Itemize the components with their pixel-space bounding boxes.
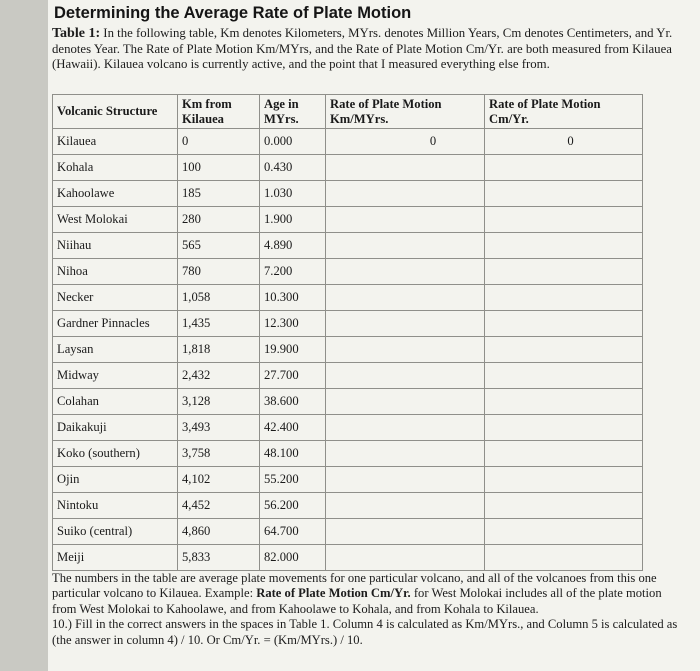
km-from-kilauea-cell: 1,058 xyxy=(178,285,260,311)
table-row xyxy=(53,545,643,571)
km-from-kilauea-cell: 3,493 xyxy=(178,415,260,441)
rate-cm-yr-cell[interactable] xyxy=(485,155,643,181)
header-volcanic-structure: Volcanic Structure xyxy=(53,95,178,129)
table-row xyxy=(53,519,643,545)
rate-km-myrs-cell[interactable] xyxy=(326,493,485,519)
header-rate-km-myrs: Rate of Plate Motion Km/MYrs. xyxy=(326,95,485,129)
rate-cm-yr-cell[interactable] xyxy=(485,545,643,571)
rate-cm-yr-cell[interactable] xyxy=(485,337,643,363)
age-myrs-cell: 48.100 xyxy=(260,441,326,467)
explanation-text-end: for West Molokai includes all of the plate motion from West Molokai to Kahoolawe, and from Kahoolawe to Kohala, and from Kohala to Kilauea. xyxy=(52,586,662,616)
age-myrs-cell: 64.700 xyxy=(260,519,326,545)
rate-cm-yr-cell[interactable] xyxy=(485,441,643,467)
rate-cm-yr-cell[interactable] xyxy=(485,207,643,233)
volcano-name-cell: Meiji xyxy=(53,545,178,571)
rate-km-myrs-cell[interactable] xyxy=(326,233,485,259)
explanation-bold-term: Rate of Plate Motion Cm/Yr. xyxy=(256,586,411,601)
table-row xyxy=(53,233,643,259)
plate-motion-table xyxy=(52,94,643,571)
km-from-kilauea-cell: 565 xyxy=(178,233,260,259)
table-row xyxy=(53,389,643,415)
volcano-name-cell: Colahan xyxy=(53,389,178,415)
rate-cm-yr-cell[interactable]: 0 xyxy=(485,129,643,155)
table-label: Table 1: xyxy=(52,26,101,41)
volcano-name-cell: Kohala xyxy=(53,155,178,181)
rate-cm-yr-cell[interactable] xyxy=(485,389,643,415)
rate-km-myrs-cell[interactable] xyxy=(326,311,485,337)
document-title: Determining the Average Rate of Plate Motion xyxy=(54,4,412,22)
km-from-kilauea-cell: 100 xyxy=(178,155,260,181)
rate-km-myrs-cell[interactable] xyxy=(326,181,485,207)
rate-cm-yr-cell[interactable] xyxy=(485,233,643,259)
age-myrs-cell: 0.430 xyxy=(260,155,326,181)
intro-text: In the following table, Km denotes Kilometers, MYrs. denotes Million Years, Cm denotes Centimeters, and Yr. denotes Year. The Rate of Plate Motion Km/MYrs, and the Rate of Plate Motion Cm/Yr. are both measured from Kilauea (Hawaii). Kilauea volcano is currently active, and the point that I measured everything else from. xyxy=(52,26,673,71)
table-intro xyxy=(52,26,692,73)
footer-text xyxy=(48,571,680,648)
age-myrs-cell: 12.300 xyxy=(260,311,326,337)
volcano-name-cell: Nintoku xyxy=(53,493,178,519)
age-myrs-cell: 19.900 xyxy=(260,337,326,363)
question-10-instructions: 10.) Fill in the correct answers in the spaces in Table 1. Column 4 is calculated as Km/MYrs., and Column 5 is calculated as (the answer in column 4) / 10. Or Cm/Yr. = (Km/MYrs.) / 10. xyxy=(52,617,678,647)
volcano-name-cell: Midway xyxy=(53,363,178,389)
age-myrs-cell: 1.030 xyxy=(260,181,326,207)
age-myrs-cell: 38.600 xyxy=(260,389,326,415)
header-rate-cm-yr: Rate of Plate Motion Cm/Yr. xyxy=(485,95,643,129)
rate-cm-yr-cell[interactable] xyxy=(485,415,643,441)
rate-km-myrs-cell[interactable] xyxy=(326,155,485,181)
table-row xyxy=(53,207,643,233)
table-row xyxy=(53,363,643,389)
explanation-text-start: The numbers in the table are average plate movements for one particular volcano, and all of the volcanoes from this one particular volcano to Kilauea. Example: xyxy=(52,571,657,601)
rate-cm-yr-cell[interactable] xyxy=(485,181,643,207)
volcano-name-cell: Suiko (central) xyxy=(53,519,178,545)
rate-km-myrs-cell[interactable] xyxy=(326,441,485,467)
km-from-kilauea-cell: 3,758 xyxy=(178,441,260,467)
rate-km-myrs-cell[interactable] xyxy=(326,467,485,493)
volcano-name-cell: Ojin xyxy=(53,467,178,493)
rate-cm-yr-cell[interactable] xyxy=(485,285,643,311)
rate-cm-yr-cell[interactable] xyxy=(485,519,643,545)
rate-km-myrs-cell[interactable] xyxy=(326,207,485,233)
age-myrs-cell: 7.200 xyxy=(260,259,326,285)
volcano-name-cell: Kilauea xyxy=(53,129,178,155)
volcano-name-cell: Koko (southern) xyxy=(53,441,178,467)
age-myrs-cell: 1.900 xyxy=(260,207,326,233)
km-from-kilauea-cell: 280 xyxy=(178,207,260,233)
rate-cm-yr-cell[interactable] xyxy=(485,493,643,519)
km-from-kilauea-cell: 2,432 xyxy=(178,363,260,389)
volcano-name-cell: West Molokai xyxy=(53,207,178,233)
table-row xyxy=(53,415,643,441)
age-myrs-cell: 0.000 xyxy=(260,129,326,155)
header-age-myrs: Age in MYrs. xyxy=(260,95,326,129)
rate-km-myrs-cell[interactable] xyxy=(326,337,485,363)
rate-km-myrs-cell[interactable] xyxy=(326,415,485,441)
table-row xyxy=(53,493,643,519)
volcano-name-cell: Kahoolawe xyxy=(53,181,178,207)
age-myrs-cell: 10.300 xyxy=(260,285,326,311)
rate-cm-yr-cell[interactable] xyxy=(485,259,643,285)
rate-km-myrs-cell[interactable] xyxy=(326,519,485,545)
rate-km-myrs-cell[interactable] xyxy=(326,363,485,389)
volcano-name-cell: Niihau xyxy=(53,233,178,259)
km-from-kilauea-cell: 4,452 xyxy=(178,493,260,519)
rate-cm-yr-cell[interactable] xyxy=(485,363,643,389)
km-from-kilauea-cell: 1,818 xyxy=(178,337,260,363)
table-row xyxy=(53,337,643,363)
volcano-name-cell: Laysan xyxy=(53,337,178,363)
age-myrs-cell: 56.200 xyxy=(260,493,326,519)
km-from-kilauea-cell: 1,435 xyxy=(178,311,260,337)
km-from-kilauea-cell: 3,128 xyxy=(178,389,260,415)
table-row xyxy=(53,129,643,155)
table-row xyxy=(53,155,643,181)
table-row xyxy=(53,441,643,467)
km-from-kilauea-cell: 4,102 xyxy=(178,467,260,493)
rate-km-myrs-cell[interactable] xyxy=(326,389,485,415)
volcano-name-cell: Gardner Pinnacles xyxy=(53,311,178,337)
table-row xyxy=(53,259,643,285)
rate-km-myrs-cell[interactable] xyxy=(326,285,485,311)
table-body xyxy=(53,129,643,571)
age-myrs-cell: 27.700 xyxy=(260,363,326,389)
rate-km-myrs-cell[interactable]: 0 xyxy=(326,129,485,155)
rate-cm-yr-cell[interactable] xyxy=(485,467,643,493)
km-from-kilauea-cell: 185 xyxy=(178,181,260,207)
rate-cm-yr-cell[interactable] xyxy=(485,311,643,337)
volcano-name-cell: Necker xyxy=(53,285,178,311)
age-myrs-cell: 55.200 xyxy=(260,467,326,493)
rate-km-myrs-cell[interactable] xyxy=(326,545,485,571)
km-from-kilauea-cell: 780 xyxy=(178,259,260,285)
rate-km-myrs-cell[interactable] xyxy=(326,259,485,285)
age-myrs-cell: 4.890 xyxy=(260,233,326,259)
volcano-name-cell: Nihoa xyxy=(53,259,178,285)
km-from-kilauea-cell: 4,860 xyxy=(178,519,260,545)
km-from-kilauea-cell: 5,833 xyxy=(178,545,260,571)
table-row xyxy=(53,311,643,337)
age-myrs-cell: 82.000 xyxy=(260,545,326,571)
km-from-kilauea-cell: 0 xyxy=(178,129,260,155)
table-row xyxy=(53,285,643,311)
table-row xyxy=(53,181,643,207)
volcano-name-cell: Daikakuji xyxy=(53,415,178,441)
age-myrs-cell: 42.400 xyxy=(260,415,326,441)
explanation-paragraph xyxy=(52,571,680,617)
header-km-from-kilauea: Km from Kilauea xyxy=(178,95,260,129)
table-header-row xyxy=(53,95,643,129)
table-row xyxy=(53,467,643,493)
